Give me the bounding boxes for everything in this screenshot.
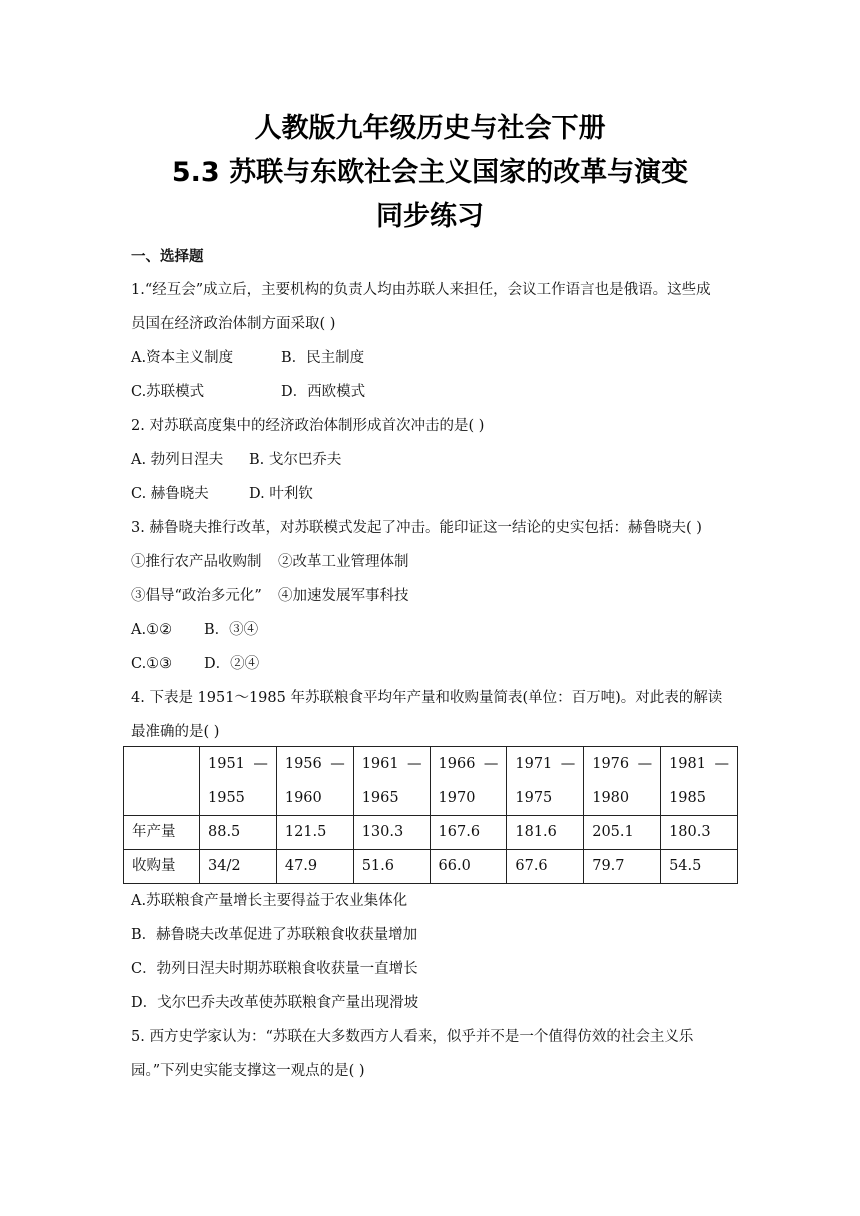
worksheet-title: 人教版九年级历史与社会下册 [254, 113, 606, 144]
question-3-items-row-1 [131, 552, 409, 572]
question-5-stem: 5. 西方史学家认为：“苏联在大多数西方人看来，似乎并不是一个值得仿效的社会主义乐 [131, 1029, 694, 1045]
grain-table-cell: 167.6 [430, 816, 507, 850]
grain-table-period-cell: 1951 — 1955 [200, 747, 277, 816]
grain-table-cell: 34/2 [200, 850, 277, 884]
question-1-option-c[interactable]: C.苏联模式 [131, 384, 205, 400]
question-3-stem: 3. 赫鲁晓夫推行改革，对苏联模式发起了冲击。能印证这一结论的史实包括：赫鲁晓夫( ) [131, 520, 702, 536]
question-3-item-2: ②改革工业管理体制 [278, 554, 409, 570]
grain-table-period-cell: 1981 — 1985 [661, 747, 738, 816]
question-2-options-row-2 [131, 484, 313, 504]
grain-table-cell: 54.5 [661, 850, 738, 884]
question-3-option-b[interactable]: B．③④ [204, 622, 259, 638]
grain-table-corner-cell [124, 747, 200, 816]
grain-table-period-cell: 1961 — 1965 [353, 747, 430, 816]
question-3-item-1: ①推行农产品收购制 [131, 554, 262, 570]
grain-table-cell: 88.5 [200, 816, 277, 850]
question-1-options-row-1 [131, 348, 364, 368]
question-3-item-4: ④加速发展军事科技 [278, 588, 409, 604]
question-4-stem: 4. 下表是 1951～1985 年苏联粮食平均年产量和收购量简表(单位：百万吨)。对此表的解读 [131, 690, 723, 706]
question-1-stem-cont: 员国在经济政治体制方面采取( ) [131, 316, 336, 332]
grain-table-period-cell: 1966 — 1970 [430, 747, 507, 816]
question-3-option-d[interactable]: D．②④ [204, 656, 260, 672]
question-1-options-row-2 [131, 382, 365, 402]
question-4-option-b[interactable]: B．赫鲁晓夫改革促进了苏联粮食收获量增加 [131, 927, 418, 943]
grain-table-row-procurement [124, 850, 738, 884]
grain-table-cell: 205.1 [584, 816, 661, 850]
question-4-option-d[interactable]: D．戈尔巴乔夫改革使苏联粮食产量出现滑坡 [131, 995, 419, 1011]
grain-table-row-production [124, 816, 738, 850]
question-2-option-a[interactable]: A. 勃列日涅夫 [131, 452, 224, 468]
grain-table-cell: 121.5 [276, 816, 353, 850]
worksheet-subtitle: 同步练习 [376, 201, 484, 232]
grain-table-cell: 47.9 [276, 850, 353, 884]
grain-table-row-label: 年产量 [124, 816, 200, 850]
question-3-items-row-2 [131, 586, 409, 606]
question-4-stem-cont: 最准确的是( ) [131, 724, 220, 740]
grain-table-cell: 67.6 [507, 850, 584, 884]
question-2-options-row-1 [131, 450, 341, 470]
grain-table-row-label: 收购量 [124, 850, 200, 884]
grain-table-cell: 51.6 [353, 850, 430, 884]
question-5-stem-cont: 园。”下列史实能支撑这一观点的是( ) [131, 1063, 365, 1079]
grain-table-period-cell: 1971 — 1975 [507, 747, 584, 816]
question-1-option-a[interactable]: A.资本主义制度 [131, 350, 234, 366]
question-4-option-a[interactable]: A.苏联粮食产量增长主要得益于农业集体化 [131, 893, 408, 909]
grain-table [123, 746, 738, 884]
question-1-option-d[interactable]: D．西欧模式 [281, 384, 366, 400]
grain-table-cell: 180.3 [661, 816, 738, 850]
grain-table-cell: 130.3 [353, 816, 430, 850]
question-3-options-row-1 [131, 620, 258, 640]
question-2-option-c[interactable]: C. 赫鲁晓夫 [131, 486, 209, 502]
grain-table-period-cell: 1956 — 1960 [276, 747, 353, 816]
question-3-option-a[interactable]: A.①② [131, 622, 173, 638]
grain-table-cell: 181.6 [507, 816, 584, 850]
question-3-option-c[interactable]: C.①③ [131, 656, 173, 672]
question-2-stem: 2. 对苏联高度集中的经济政治体制形成首次冲击的是( ) [131, 418, 485, 434]
question-3-options-row-2 [131, 654, 259, 674]
question-1-option-b[interactable]: B．民主制度 [281, 350, 365, 366]
grain-table-cell: 79.7 [584, 850, 661, 884]
question-2-option-b[interactable]: B. 戈尔巴乔夫 [249, 452, 342, 468]
question-2-option-d[interactable]: D. 叶利钦 [249, 486, 313, 502]
section-heading: 一、选择题 [131, 249, 204, 265]
grain-table-period-cell: 1976 — 1980 [584, 747, 661, 816]
question-3-item-3: ③倡导“政治多元化” [131, 588, 262, 604]
grain-table-cell: 66.0 [430, 850, 507, 884]
lesson-title: 5.3 苏联与东欧社会主义国家的改革与演变 [171, 157, 689, 188]
grain-table-header-row [124, 747, 738, 816]
question-4-option-c[interactable]: C．勃列日涅夫时期苏联粮食收获量一直增长 [131, 961, 418, 977]
question-1-stem: 1.“经互会”成立后，主要机构的负责人均由苏联人来担任，会议工作语言也是俄语。这些成 [131, 282, 711, 298]
